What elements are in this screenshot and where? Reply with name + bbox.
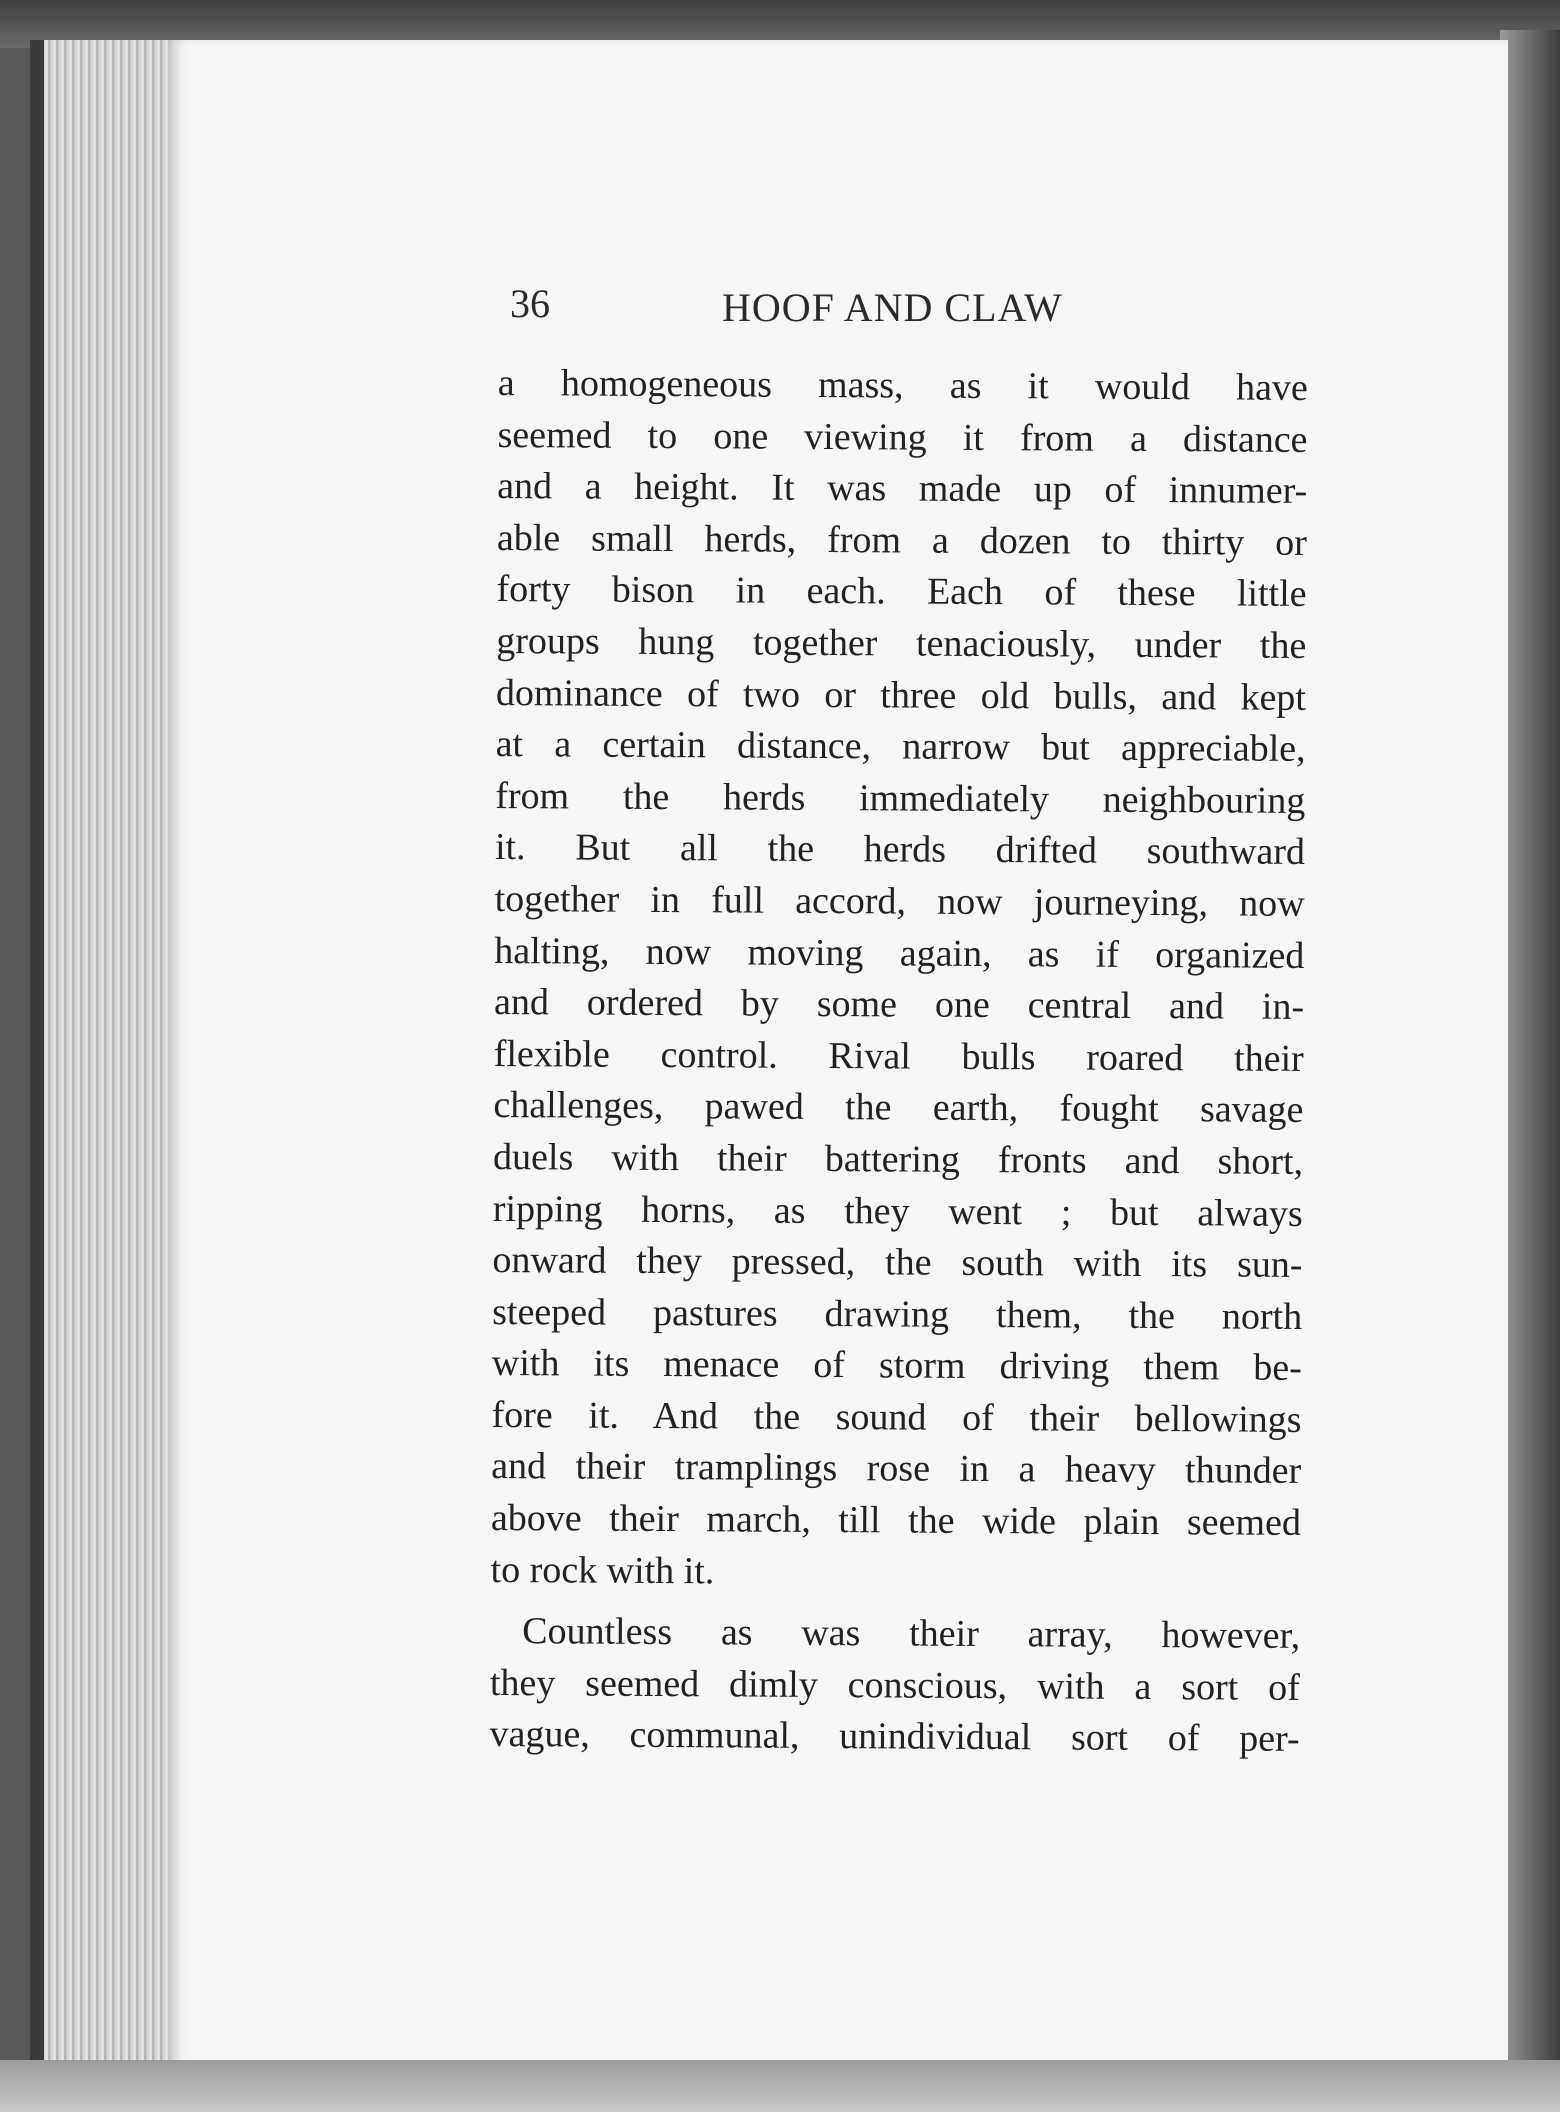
scan-bottom-shadow (0, 2060, 1560, 2112)
text-line: Countless as was their array, however, (522, 1610, 1301, 1658)
text-line: flexible control. Rival bulls roared their (493, 1032, 1304, 1080)
body-text (489, 358, 1308, 1766)
text-line: and ordered by some one central and in- (493, 981, 1305, 1029)
text-line: onward they pressed, the south with its sun- (492, 1239, 1303, 1287)
text-line: fore it. And the sound of their bellowings (491, 1393, 1302, 1441)
text-line: to rock with it. (490, 1548, 715, 1593)
paragraph (490, 358, 1308, 1601)
text-line: they seemed dimly conscious, with a sort of (489, 1661, 1301, 1709)
text-line: halting, now moving again, as if organized (494, 929, 1305, 977)
text-line: ripping horns, as they went ; but always (492, 1187, 1303, 1235)
text-line: groups hung together tenaciously, under the (496, 619, 1307, 667)
text-line: duels with their battering fronts and short, (492, 1135, 1304, 1183)
text-line: steeped pastures drawing them, the north (492, 1290, 1303, 1338)
text-line: and their tramplings rose in a heavy thunder (491, 1445, 1302, 1493)
page-number: 36 (510, 281, 550, 326)
text-line: able small herds, from a dozen to thirty or (496, 516, 1308, 564)
text-line: seemed to one viewing it from a distance (497, 413, 1308, 461)
scan-right-shadow (1500, 30, 1560, 2112)
text-line: a homogeneous mass, as it would have (497, 361, 1308, 409)
text-line: dominance of two or three old bulls, and kept (495, 671, 1307, 719)
text-line: with its menace of storm driving them be- (491, 1342, 1302, 1390)
text-line: it. But all the herds drifted southward (494, 826, 1306, 874)
paragraph (489, 1606, 1300, 1766)
running-title: HOOF AND CLAW (722, 285, 1063, 330)
text-line: and a height. It was made up of innumer- (497, 465, 1308, 513)
text-line: forty bison in each. Each of these little (496, 568, 1307, 616)
text-line: from the herds immediately neighbouring (495, 774, 1306, 822)
text-line: vague, communal, unindividual sort of per- (489, 1713, 1300, 1761)
text-line: above their march, till the wide plain seemed (490, 1497, 1302, 1544)
text-line: together in full accord, now journeying, now (494, 877, 1305, 925)
text-line: challenges, pawed the earth, fought savage (493, 1084, 1304, 1132)
running-head (510, 280, 1110, 340)
text-line: at a certain distance, narrow but appreciable, (495, 723, 1306, 771)
